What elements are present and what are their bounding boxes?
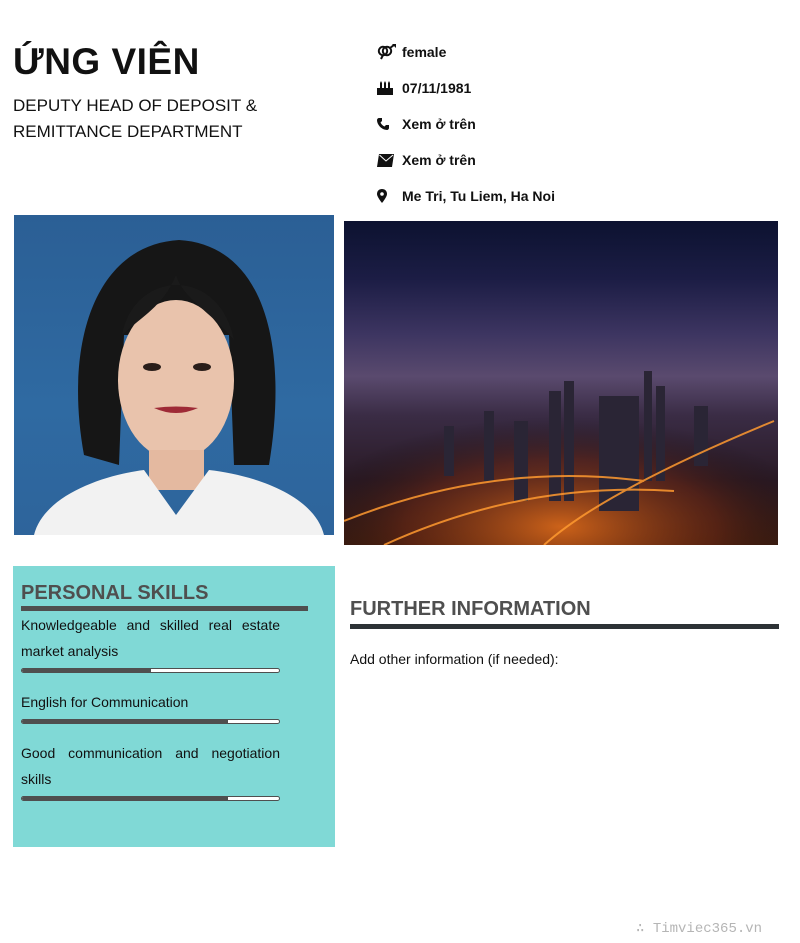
skill-level-bar	[21, 796, 280, 801]
gender-value: female	[402, 44, 447, 60]
gender-icon	[377, 43, 402, 61]
further-info-rule	[350, 624, 779, 629]
contact-birthday	[377, 70, 555, 106]
contact-email	[377, 142, 555, 178]
cover-image-city	[344, 221, 778, 545]
watermark: ∴ Timviec365.vn	[636, 921, 763, 937]
phone-icon	[377, 115, 402, 133]
map-marker-icon	[377, 187, 402, 205]
further-info-heading: FURTHER INFORMATION	[350, 598, 591, 620]
skill-level-bar	[21, 668, 280, 673]
contact-phone	[377, 106, 555, 142]
skill-item	[21, 740, 280, 801]
further-info-text: Add other information (if needed):	[350, 651, 559, 667]
contact-gender	[377, 34, 555, 70]
job-title: DEPUTY HEAD OF DEPOSIT & REMITTANCE DEPARTMENT	[13, 96, 258, 141]
birthday-value: 07/11/1981	[402, 80, 472, 96]
candidate-name: ỨNG VIÊN	[13, 41, 200, 82]
birthday-cake-icon	[377, 79, 402, 97]
skill-item	[21, 689, 280, 724]
skill-level-bar	[21, 719, 280, 724]
skill-name: Knowledgeable and skilled real estate market analysis	[21, 617, 280, 659]
skills-heading-rule	[21, 606, 308, 611]
envelope-icon	[377, 151, 402, 169]
skill-level-fill	[22, 669, 151, 672]
skill-level-fill	[22, 720, 228, 723]
skill-level-fill	[22, 797, 228, 800]
skills-heading: PERSONAL SKILLS	[21, 582, 209, 604]
phone-value: Xem ở trên	[402, 116, 476, 132]
skill-name: Good communication and negotiation skills	[21, 745, 280, 787]
contact-address	[377, 178, 555, 214]
skill-item	[21, 612, 280, 673]
personal-skills-section	[13, 566, 335, 847]
address-value: Me Tri, Tu Liem, Ha Noi	[402, 188, 555, 204]
contact-list	[377, 34, 555, 214]
skill-name: English for Communication	[21, 694, 189, 710]
email-value: Xem ở trên	[402, 152, 476, 168]
candidate-portrait	[14, 215, 334, 535]
